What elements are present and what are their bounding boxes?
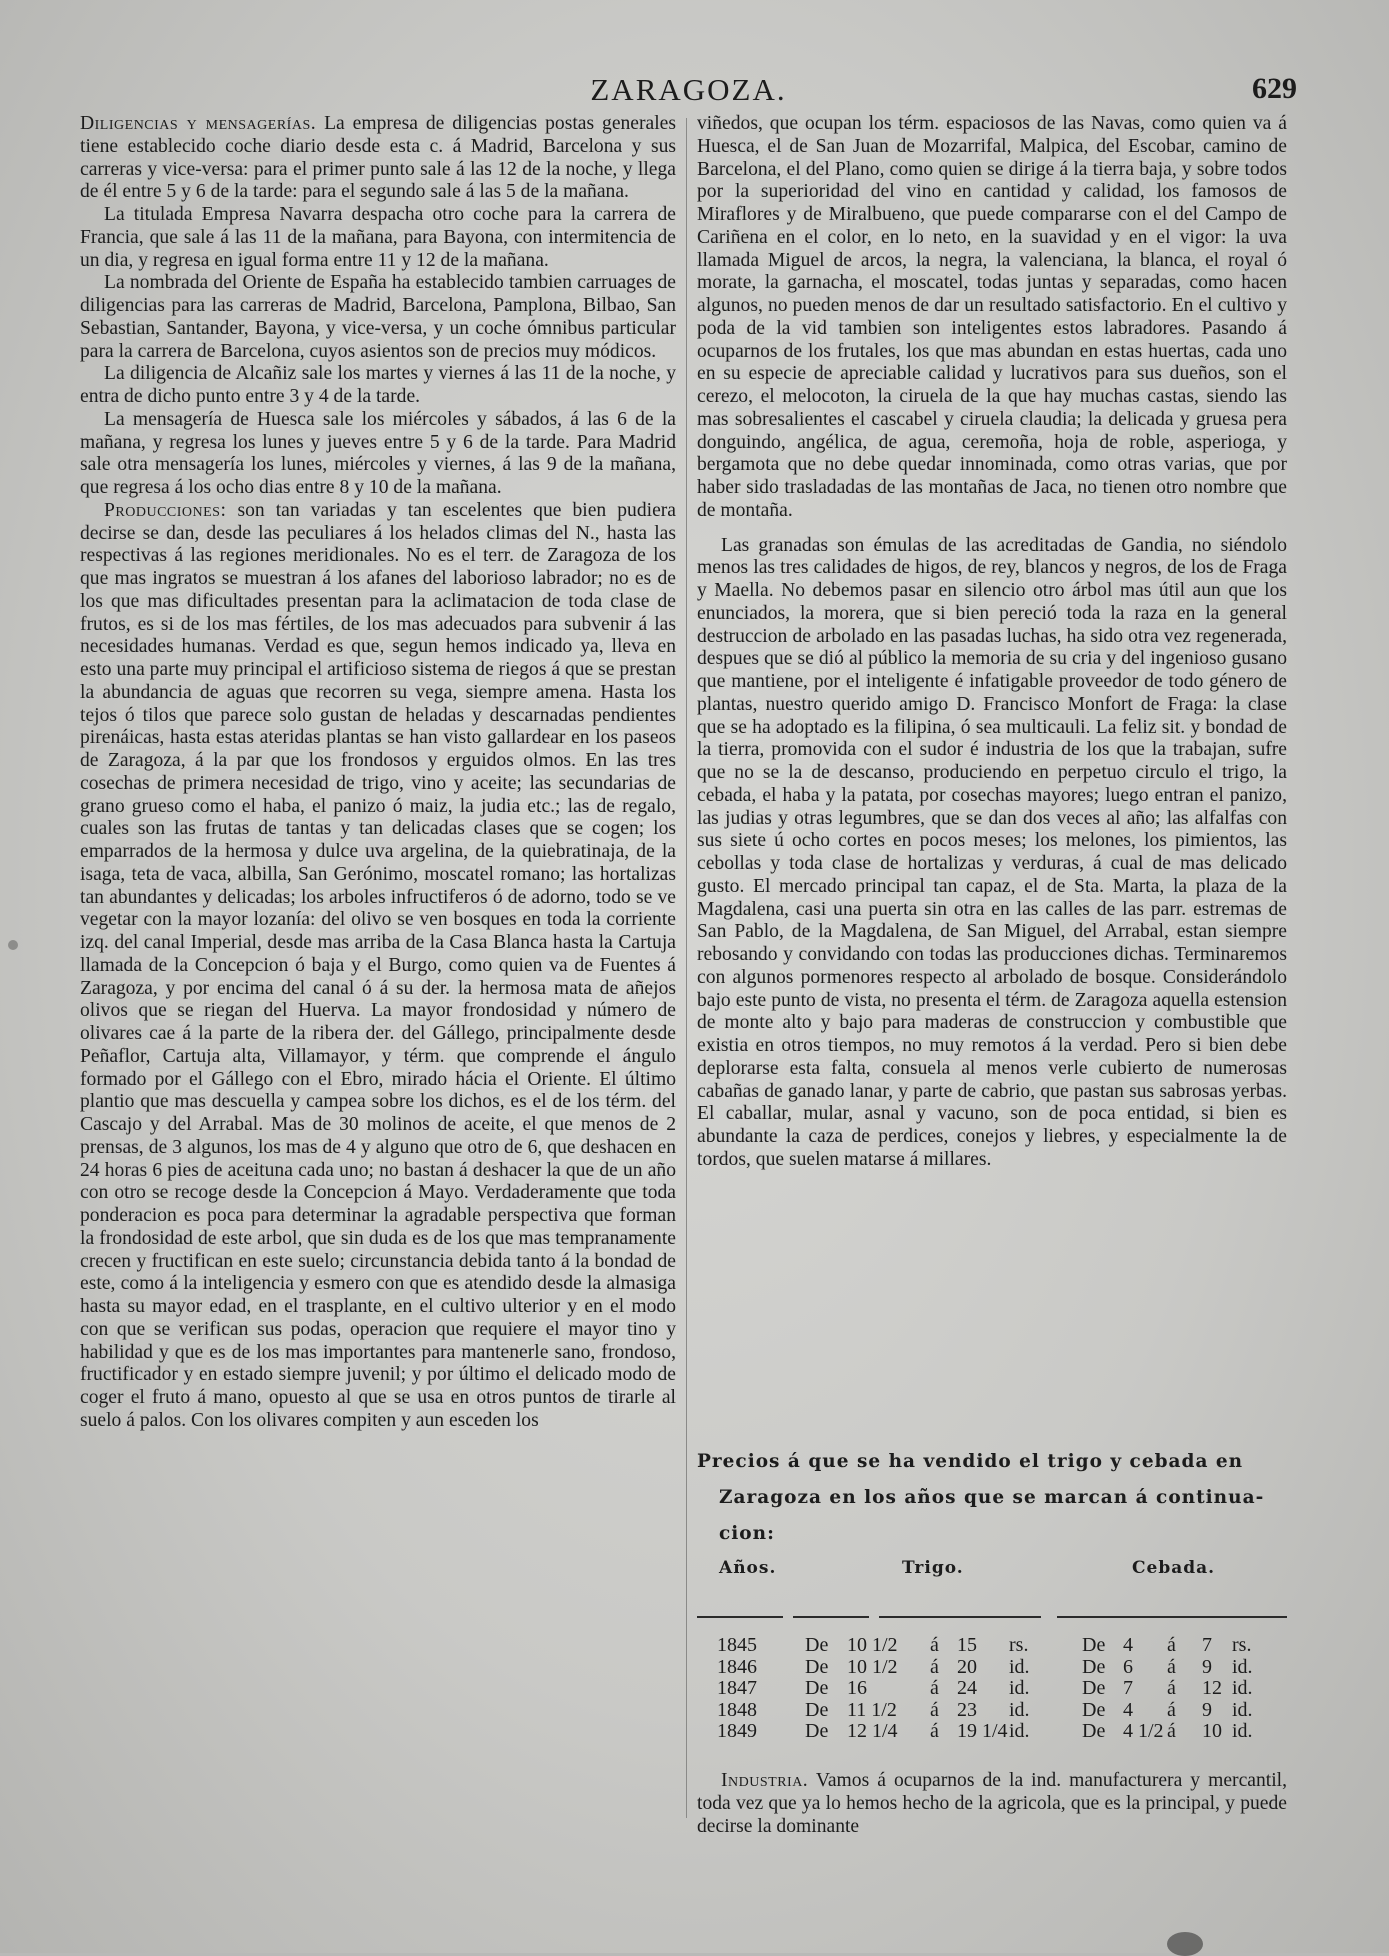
table-row bbox=[697, 1634, 1287, 1656]
cell-b-de: De bbox=[1082, 1720, 1106, 1742]
cell-w-a: á bbox=[930, 1634, 939, 1656]
cell-w-unit: id. bbox=[1009, 1677, 1030, 1699]
cell-b-unit: id. bbox=[1232, 1655, 1253, 1678]
cell-b-from: 7 bbox=[1123, 1677, 1133, 1699]
header-years: Años. bbox=[719, 1558, 777, 1578]
cell-w-de: De bbox=[805, 1720, 829, 1742]
section-lead-producciones: Producciones: bbox=[104, 499, 227, 521]
cell-w-unit: rs. bbox=[1009, 1634, 1029, 1656]
running-title: ZARAGOZA. bbox=[590, 72, 787, 107]
paragraph-gap bbox=[697, 523, 1287, 535]
cell-b-de: De bbox=[1082, 1655, 1106, 1678]
cell-b-de: De bbox=[1082, 1677, 1106, 1699]
cell-b-a: á bbox=[1167, 1698, 1176, 1721]
section-industria bbox=[697, 1770, 1287, 1838]
cell-b-de: De bbox=[1082, 1634, 1106, 1656]
table-row bbox=[697, 1720, 1287, 1742]
cell-b-unit: rs. bbox=[1232, 1634, 1252, 1656]
cell-w-a: á bbox=[930, 1720, 939, 1742]
cell-w-de: De bbox=[805, 1677, 829, 1699]
paragraph-granadas: Las granadas son émulas de las acreditadas de Gandia, no siéndolo menos las tres calidades de higos, de rey, blancos y negros, de los de Fraga y Maella. No debemos pasar en silencio otro árbol mas útil aun que los enunciados, la morera, que si bien pereció toda la raza en la general destruccion de arbolado en las pasadas luchas, ha sido otra vez regenerada, despues que se dió al público la memoria de su cria y del ingenioso gusano que mantiene, por el inteligente é infatigable proveedor de todo género de plantas, nuestro querido amigo D. Francisco Monfort de Fraga: la clase que se ha adoptado es la filipina, ó sea multicauli. La feliz sit. y bondad de la tierra, promovida con el sudor é industria de los que la trabajan, sufre que no se la de descanso, produciendo en perpetuo circulo el trigo, la cebada, el haba y la patata, por cosechas mayores; luego entran el panizo, las judias y otras legumbres, que se dan dos veces al año; las alfalfas con sus siete ú ocho cortes en pocos meses; los melones, los pimientos, las cebollas y toda clase de hortalizas y verduras, á cual de mas delicado gusto. El mercado principal tan capaz, el de Sta. Marta, la plaza de la Magdalena, casi una puerta sin otra en las calles de las parr. estremas de San Pablo, de la Magdalena, de San Miguel, del Arrabal, estan siempre rebosando y convidando con todas las producciones dichas. Terminaremos con algunos pormenores respecto al arbolado de bosque. Considerándolo bajo este punto de vista, no presenta el térm. de Zaragoza aquella estension de monte alto y bajo para maderas de construccion y combustible que existia en otros tiempos, no muy remotos á la verdad. Pero si bien debe deplorarse esta falta, consuela al menos verle cubierto de numerosas cabañas de ganado lanar, y parte de cabrio, que pastan sus sabrosas yerbas. El caballar, mular, asnal y vacuno, son de poca entidad, si bien es abundante la caza de perdices, conejos y liebres, y especialmente la de tordos, que suelen matarse á millares. bbox=[697, 534, 1287, 1170]
paragraph-empresa-navarra: La titulada Empresa Navarra despacha otro coche para la carrera de Francia, que sale á las 11 de la mañana, para Bayona, con intermitencia de un dia, y regresa en igual forma entre 11 y 12 de la mañana. bbox=[80, 204, 676, 271]
cell-year: 1846 bbox=[717, 1655, 757, 1678]
page-number: 629 bbox=[1252, 72, 1297, 105]
cell-year: 1845 bbox=[717, 1634, 757, 1656]
left-column bbox=[80, 113, 676, 1433]
header-wheat: Trigo. bbox=[902, 1558, 964, 1578]
table-row bbox=[697, 1656, 1287, 1678]
cell-w-de: De bbox=[805, 1634, 829, 1656]
rule bbox=[793, 1616, 869, 1618]
table-rules bbox=[697, 1586, 1287, 1634]
table-header bbox=[697, 1552, 1287, 1586]
paragraph-diligencias bbox=[80, 113, 676, 204]
right-column bbox=[697, 113, 1287, 1172]
cell-w-from: 12 1/4 bbox=[847, 1720, 898, 1742]
paragraph-vinedos: viñedos, que ocupan los térm. espaciosos de las Navas, como quien va á Huesca, el de San Juan de Mozarrifal, Malpica, del Escobar, camino de Barcelona, el del Plano, como quien se dirige á la tierra baja, y sobre todos por la superioridad del vino en cantidad y calidad, los famosos de Miraflores y de Miralbueno, que puede compararse con el del Campo de Cariñena en el color, en lo neto, en la suavidad y en el vigor: la uva llamada Miguel de arcos, la negra, la valenciana, la blanca, el royal ó morate, la garnacha, el moscatel, todas juntas y separadas, como hacen algunos, no pueden menos de dar un resultado satisfactorio. En el cultivo y poda de la vid tambien son inteligentes estos labradores. Pasando á ocuparnos de los frutales, los que mas abundan en estas huertas, cada uno en su especie de apreciable calidad y lucrativos para sus dueños, son el cerezo, el melocoton, la ciruela de la que hay muchas castas, siendo las mas sobresalientes el cascabel y ciruela claudia; la delicada y gruesa pera donguindo, angélica, de agua, ceremoña, hoja de roble, asperioga, y bergamota que no debe quedar innominada, como otras varias, que por haber sido trasladadas de las montañas de Jaca, no tienen otro nombre que de montaña. bbox=[697, 113, 1287, 521]
cell-b-a: á bbox=[1167, 1677, 1176, 1699]
cell-w-to: 20 bbox=[957, 1655, 977, 1678]
ink-smudge bbox=[1167, 1932, 1203, 1956]
rule bbox=[697, 1616, 783, 1618]
cell-year: 1848 bbox=[717, 1698, 757, 1721]
cell-b-a: á bbox=[1167, 1720, 1176, 1742]
cell-b-to: 7 bbox=[1202, 1634, 1212, 1656]
rule bbox=[1057, 1616, 1287, 1618]
cell-b-a: á bbox=[1167, 1655, 1176, 1678]
cell-w-from: 16 bbox=[847, 1677, 867, 1699]
cell-b-to: 12 bbox=[1202, 1677, 1222, 1699]
section-lead-industria: Industria. bbox=[721, 1770, 809, 1791]
cell-w-de: De bbox=[805, 1655, 829, 1678]
paragraph-huesca: La mensagería de Huesca sale los miércoles y sábados, á las 6 de la mañana, y regresa los lunes y jueves entre 5 y 6 de la tarde. Para Madrid sale otra mensagería los lunes, miércoles y viernes, á las 9 de la mañana, que regresa á los ocho dias entre 8 y 10 de la mañana. bbox=[80, 408, 676, 498]
table-row bbox=[697, 1699, 1287, 1721]
cell-b-to: 10 bbox=[1202, 1720, 1222, 1742]
column-divider bbox=[686, 118, 687, 1818]
cell-b-a: á bbox=[1167, 1634, 1176, 1656]
cell-b-unit: id. bbox=[1232, 1698, 1253, 1721]
cell-w-to: 19 1/4 bbox=[957, 1720, 1008, 1742]
cell-w-to: 15 bbox=[957, 1634, 977, 1656]
cell-year: 1849 bbox=[717, 1720, 757, 1742]
paragraph-text: La empresa de diligencias postas generales tiene establecido coche diario desde esta c. á Madrid, Barcelona y sus carreras y vice-versa: para el primer punto sale á las 12 de la noche, y llega de él entre 5 y 6 de la tarde: para el segundo sale á las 5 de la mañana. bbox=[80, 113, 676, 203]
cell-w-from: 10 1/2 bbox=[847, 1655, 898, 1678]
cell-w-de: De bbox=[805, 1698, 829, 1721]
paragraph-oriente: La nombrada del Oriente de España ha establecido tambien carruages de diligencias para las carreras de Madrid, Barcelona, Pamplona, Bilbao, San Sebastian, Santander, Bayona, y vice-versa, y un coche ómnibus particular para la carrera de Barcelona, cuyos asientos son de precios muy módicos. bbox=[80, 272, 676, 362]
cell-w-unit: id. bbox=[1009, 1698, 1030, 1721]
cell-b-from: 4 1/2 bbox=[1123, 1720, 1164, 1742]
cell-w-from: 11 1/2 bbox=[847, 1698, 897, 1721]
cell-w-to: 23 bbox=[957, 1698, 977, 1721]
page-header bbox=[80, 72, 1297, 112]
cell-b-from: 4 bbox=[1123, 1698, 1133, 1721]
table-title-line: Zaragoza en los años que se marcan á continua- bbox=[719, 1487, 1265, 1508]
cell-w-from: 10 1/2 bbox=[847, 1634, 898, 1656]
cell-b-unit: id. bbox=[1232, 1720, 1253, 1742]
cell-w-to: 24 bbox=[957, 1677, 977, 1699]
ink-spot bbox=[8, 940, 18, 950]
table-row bbox=[697, 1677, 1287, 1699]
cell-year: 1847 bbox=[717, 1677, 757, 1699]
section-lead-diligencias: Diligencias y mensagerías. bbox=[80, 113, 317, 134]
paragraph-text: son tan variadas y tan escelentes que bien pudiera decirse se dan, desde las peculiares á los helados climas del N., hasta las respectivas á las regiones meridionales. No es el terr. de Zaragoza de los que mas ingratos se muestran á los afanes del laborioso labrador; no es de los que mas dificultades presentan para la aclimatacion de toda clase de frutos, es si de los mas fértiles, de los mas adecuados para subvenir á las necesidades humanas. Verdad es que, segun hemos indicado ya, lleva en esto una parte muy principal el artificioso sistema de riegos á que se prestan la abundancia de aguas que recorren su vega, siempre amena. Hasta los tejos ó tilos que parece solo gustan de heladas y descarnadas pendientes pirenáicas, hasta estas ateridas plantas se han visto gallardear en los paseos de Zaragoza, á la par que los frondosos y erguidos olmos. En las tres cosechas de primera necesidad de trigo, vino y aceite; las secundarias de grano grueso como el haba, el panizo ó maiz, la judia etc.; las de regalo, cuales son las frutas de tantas y tan delicadas clases que se cogen; los emparrados de la hermosa y dulce uva argelina, de la quiebratinaja, de la isaga, teta de vaca, albilla, San Gerónimo, moscatel romano; las hortalizas tan abundantes y delicadas; los arboles infructiferos ó de adorno, todo se ve vegetar con la mayor lozanía: del olivo se ven bosques en toda la corriente izq. del canal Imperial, desde mas arriba de la Casa Blanca hasta la Cartuja llamada de la Concepcion ó baja y el Burgo, como quien va de Fuentes á Zaragoza, y por encima del canal ó á su der. la hermosa mata de añejos olivos que se riegan del Huerva. La mayor frondosidad y número de olivares cae á la parte de la ribera der. del Gállego, principalmente desde Peñaflor, Cartuja alta, Villamayor, y térm. que comprende el ángulo formado por el Gállego con el Ebro, mirado hácia el Oriente. El último plantio que mas descuella y campea sobre los dichos, es el de los térm. del Cascajo y del Arrabal. Mas de 30 molinos de aceite, el que menos de 2 prensas, de 3 algunos, los mas de 4 y alguno que otro de 6, que deshacen en 24 horas 6 pies de aceituna cada uno; no bastan á deshacer la que de un año con otro se recoge desde la Concepcion á Mayo. Verdaderamente que toda ponderacion es poca para determinar la agradable perspectiva que forman la frondosidad de este arbol, que sin duda es de los que mas tempranamente crecen y fructifican en este suelo; circunstancia debida tanto á la bondad de este, como á la inteligencia y esmero con que es atendido desde la almasiga hasta su mayor edad, en el trasplante, en el cultivo ulterior y en el modo con que se verifican sus podas, operacion que requiere el mayor tino y habilidad y que es de los mas importantes para mantenerle sano, frondoso, fructificador y en estado siempre juvenil; y por último el delicado modo de coger el fruto á mano, opuesto al que se usa en otros puntos de tirarle al suelo á palos. Con los olivares compiten y aun esceden los bbox=[80, 499, 676, 1431]
cell-w-a: á bbox=[930, 1677, 939, 1699]
header-barley: Cebada. bbox=[1132, 1558, 1216, 1578]
cell-b-unit: id. bbox=[1232, 1677, 1253, 1699]
cell-b-from: 6 bbox=[1123, 1655, 1133, 1678]
cell-w-a: á bbox=[930, 1698, 939, 1721]
cell-w-unit: id. bbox=[1009, 1655, 1030, 1678]
rule bbox=[879, 1616, 1041, 1618]
cell-b-to: 9 bbox=[1202, 1655, 1212, 1678]
paragraph-alcaniz: La diligencia de Alcañiz sale los martes y viernes á las 11 de la noche, y entra de dicho punto entre 3 y 4 de la tarde. bbox=[80, 363, 676, 407]
price-table bbox=[697, 1444, 1287, 1742]
table-title-line: Precios á que se ha vendido el trigo y cebada en bbox=[697, 1451, 1244, 1472]
cell-w-a: á bbox=[930, 1655, 939, 1678]
paragraph-industria bbox=[697, 1770, 1287, 1838]
cell-w-unit: id. bbox=[1009, 1720, 1030, 1742]
table-title bbox=[697, 1444, 1287, 1552]
paragraph-producciones bbox=[80, 500, 676, 1433]
cell-b-de: De bbox=[1082, 1698, 1106, 1721]
table-title-line: cion: bbox=[719, 1523, 775, 1544]
cell-b-to: 9 bbox=[1202, 1698, 1212, 1721]
paragraph-text: Vamos á ocuparnos de la ind. manufacturera y mercantil, toda vez que ya lo hemos hecho de la agricola, que es la principal, y puede decirse la dominante bbox=[697, 1770, 1287, 1837]
table-body bbox=[697, 1634, 1287, 1742]
cell-b-from: 4 bbox=[1123, 1634, 1133, 1656]
